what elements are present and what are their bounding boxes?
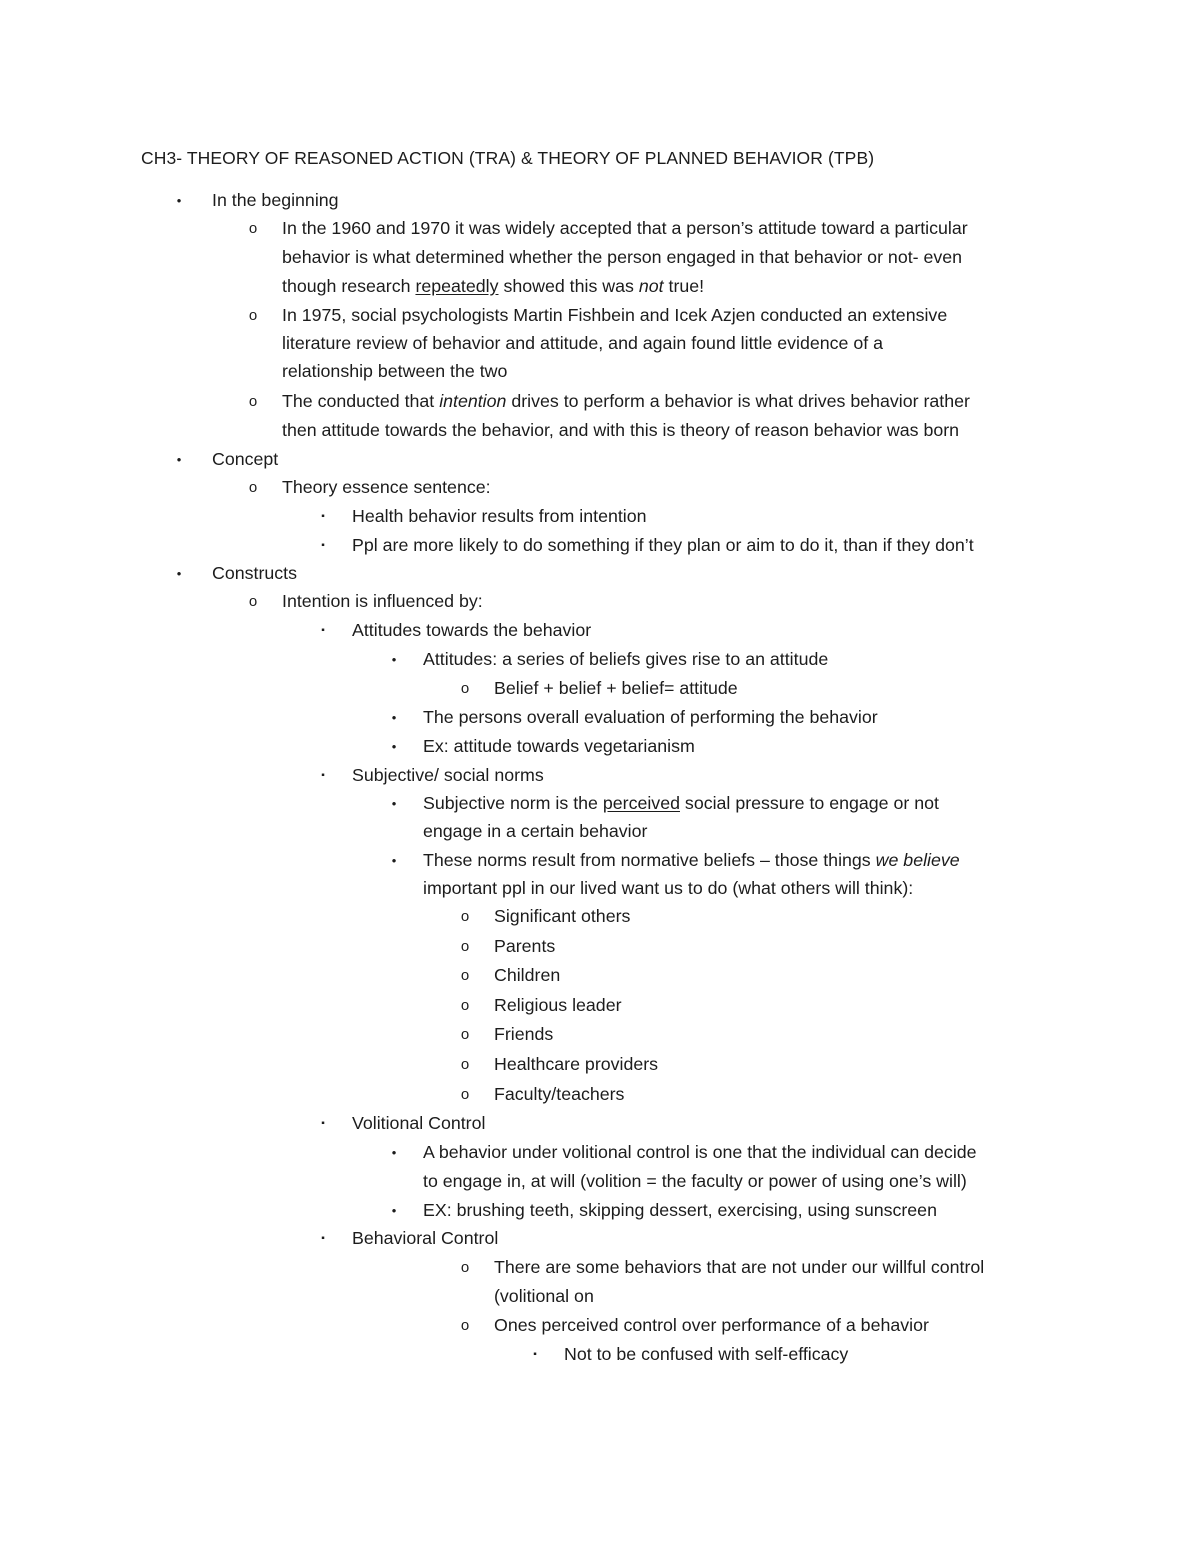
bullet-circle-icon: o — [460, 680, 470, 697]
paragraph-line: then attitude towards the behavior, and with this is theory of reason behavior was born — [282, 420, 960, 440]
list-item-text: Friends — [494, 1024, 554, 1044]
list-item-text: Not to be confused with self-efficacy — [564, 1344, 849, 1364]
bullet-square-icon: ▪ — [321, 540, 325, 551]
list-item-text: A behavior under volitional control is one that the individual can decide — [423, 1142, 977, 1162]
list-item-text: Children — [494, 965, 561, 985]
paragraph-line — [282, 387, 970, 416]
list-item-text: Volitional Control — [352, 1113, 486, 1133]
list-item-text: Subjective/ social norms — [352, 765, 544, 785]
bullet-circle-icon: o — [460, 1026, 470, 1043]
text-segment: true! — [663, 276, 705, 296]
bullet-circle-icon: o — [460, 997, 470, 1014]
bullet-dot-icon: • — [391, 1145, 397, 1160]
bullet-square-icon: ▪ — [321, 1118, 325, 1129]
list-item-text: Faculty/teachers — [494, 1084, 625, 1104]
bullet-square-icon: ▪ — [321, 511, 325, 522]
bullet-dot-icon: • — [391, 1203, 397, 1218]
bullet-square-icon: ▪ — [321, 770, 325, 781]
bullet-dot-icon: • — [391, 652, 397, 667]
list-item-text: Religious leader — [494, 995, 622, 1015]
bullet-circle-icon: o — [248, 393, 258, 410]
list-item-text: Health behavior results from intention — [352, 506, 647, 526]
list-item-text: The persons overall evaluation of performing the behavior — [423, 707, 878, 727]
bullet-dot-icon: • — [391, 739, 397, 754]
bullet-square-icon: ▪ — [321, 625, 325, 636]
document-title: CH3- THEORY OF REASONED ACTION (TRA) & THEORY OF PLANNED BEHAVIOR (TPB) — [141, 148, 875, 168]
list-item-text: Behavioral Control — [352, 1228, 499, 1248]
bullet-dot-icon: • — [391, 710, 397, 725]
bullet-dot-icon: • — [391, 853, 397, 868]
list-item-text: Ones perceived control over performance of a behavior — [494, 1315, 929, 1335]
list-item-text: Ex: attitude towards vegetarianism — [423, 736, 695, 756]
paragraph-line: In 1975, social psychologists Martin Fishbein and Icek Azjen conducted an extensive — [282, 305, 948, 325]
bullet-dot-icon: • — [391, 796, 397, 811]
text-segment: showed this was — [498, 276, 639, 296]
paragraph-line: behavior is what determined whether the person engaged in that behavior or not- even — [282, 247, 963, 267]
paragraph-line: important ppl in our lived want us to do (what others will think): — [423, 878, 914, 898]
underlined-text: repeatedly — [415, 276, 499, 296]
text-segment: though research — [282, 276, 416, 296]
bullet-circle-icon: o — [460, 908, 470, 925]
list-item-text: Theory essence sentence: — [282, 477, 491, 497]
paragraph-line: In the 1960 and 1970 it was widely accepted that a person’s attitude toward a particular — [282, 218, 968, 238]
list-item-text — [423, 789, 939, 818]
paragraph-line: engage in a certain behavior — [423, 821, 648, 841]
bullet-circle-icon: o — [460, 967, 470, 984]
list-item-text: Ppl are more likely to do something if they plan or aim to do it, than if they don’t — [352, 535, 974, 555]
list-item-text: EX: brushing teeth, skipping dessert, exercising, using sunscreen — [423, 1200, 937, 1220]
bullet-circle-icon: o — [248, 220, 258, 237]
section-heading: In the beginning — [212, 190, 339, 210]
text-segment: drives to perform a behavior is what drives behavior rather — [506, 391, 970, 411]
bullet-square-icon: ▪ — [533, 1349, 537, 1360]
list-item-text — [423, 846, 960, 875]
list-item-text: Attitudes towards the behavior — [352, 620, 592, 640]
section-heading: Constructs — [212, 563, 297, 583]
bullet-dot-icon: • — [176, 566, 182, 581]
text-segment: social pressure to engage or not — [679, 793, 939, 813]
bullet-circle-icon: o — [460, 1086, 470, 1103]
list-item-text: Intention is influenced by: — [282, 591, 483, 611]
italic-text: not — [638, 276, 664, 296]
italic-text: we believe — [875, 850, 960, 870]
text-segment: The conducted that — [282, 391, 440, 411]
list-item-text: Attitudes: a series of beliefs gives rise to an attitude — [423, 649, 829, 669]
text-segment: These norms result from normative beliefs – those things — [423, 850, 876, 870]
paragraph-line: relationship between the two — [282, 361, 508, 381]
paragraph-line: to engage in, at will (volition = the faculty or power of using one’s will) — [423, 1171, 967, 1191]
bullet-dot-icon: • — [176, 452, 182, 467]
bullet-circle-icon: o — [248, 593, 258, 610]
list-item-text: Significant others — [494, 906, 631, 926]
bullet-square-icon: ▪ — [321, 1233, 325, 1244]
list-item-text: There are some behaviors that are not under our willful control — [494, 1257, 985, 1277]
bullet-circle-icon: o — [460, 1317, 470, 1334]
list-item-text: Healthcare providers — [494, 1054, 659, 1074]
underlined-text: perceived — [602, 793, 680, 813]
paragraph-line: (volitional on — [494, 1286, 594, 1306]
italic-text: intention — [439, 391, 507, 411]
bullet-circle-icon: o — [248, 307, 258, 324]
list-item-text: Parents — [494, 936, 556, 956]
paragraph-line — [282, 272, 704, 301]
paragraph-line: literature review of behavior and attitude, and again found little evidence of a — [282, 333, 884, 353]
bullet-circle-icon: o — [460, 1056, 470, 1073]
section-heading: Concept — [212, 449, 279, 469]
bullet-circle-icon: o — [460, 938, 470, 955]
list-item-text: Belief + belief + belief= attitude — [494, 678, 738, 698]
text-segment: Subjective norm is the — [423, 793, 603, 813]
bullet-circle-icon: o — [248, 479, 258, 496]
bullet-circle-icon: o — [460, 1259, 470, 1276]
bullet-dot-icon: • — [176, 193, 182, 208]
